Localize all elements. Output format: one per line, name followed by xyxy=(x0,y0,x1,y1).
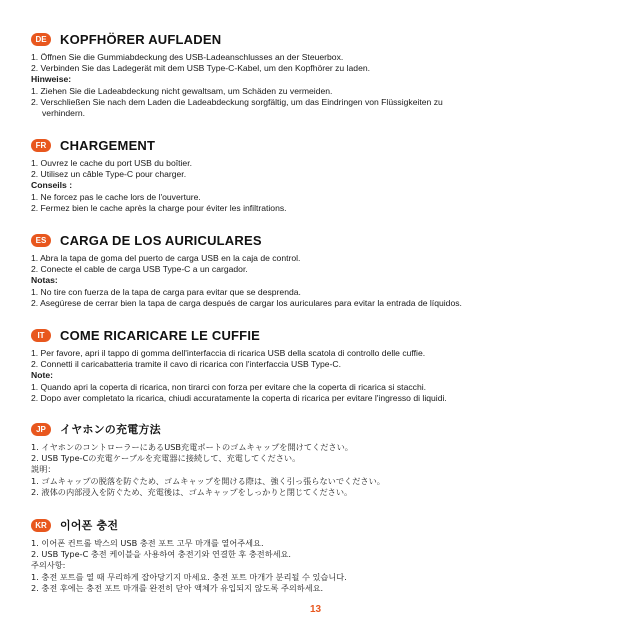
instruction-line: 1. Ouvrez le cache du port USB du boîtier. xyxy=(31,158,192,168)
section-title: イヤホンの充電方法 xyxy=(60,423,161,436)
note-line: 1. Ne forcez pas le cache lors de l'ouverture. xyxy=(31,191,201,202)
section-heading xyxy=(31,420,611,438)
language-badge: DE xyxy=(31,33,51,46)
instruction-line: 1. Öffnen Sie die Gummiabdeckung des USB-Ladeanschlusses an der Steuerbox. xyxy=(31,52,344,62)
note-line: 2. Fermez bien le cache après la charge pour éviter les infiltrations. xyxy=(31,202,287,213)
section-heading xyxy=(31,326,611,344)
section-heading xyxy=(31,136,611,154)
instruction-line: 2. USB Type-Cの充電ケーブルを充電器に接続して、充電してください。 xyxy=(31,453,301,464)
notes-label: Note: xyxy=(31,370,53,381)
instruction-line: 1. 이어폰 컨트롤 박스의 USB 충전 포트 고무 마개를 열어주세요. xyxy=(31,538,264,548)
instruction-line: 2. Utilisez un câble Type-C pour charger. xyxy=(31,169,187,180)
section-heading xyxy=(31,231,611,249)
section-title: CARGA DE LOS AURICULARES xyxy=(60,232,262,248)
section-jp xyxy=(31,420,611,498)
note-line: 2. 충전 후에는 충전 포트 마개를 완전히 닫아 액체가 유입되지 않도록 주의하세요. xyxy=(31,582,324,593)
note-line: 1. 충전 포트를 열 때 무리하게 잡아당기지 마세요. 충전 포트 마개가 분리될 수 있습니다. xyxy=(31,571,347,582)
section-fr xyxy=(31,136,611,214)
note-line: 1. Ziehen Sie die Ladeabdeckung nicht gewaltsam, um Schäden zu vermeiden. xyxy=(31,85,333,96)
page-number: 13 xyxy=(309,604,322,615)
note-line: 2. Verschließen Sie nach dem Laden die Ladeabdeckung sorgfältig, um das Eindringen von Flüssigkeiten zu xyxy=(31,96,443,107)
note-line: 2. Asegúrese de cerrar bien la tapa de carga después de cargar los auriculares para evitar la entrada de líquidos. xyxy=(31,297,462,308)
instruction-line: 1. Per favore, apri il tappo di gomma dell'interfaccia di ricarica USB della scatola di controllo delle cuffie. xyxy=(31,348,426,358)
section-de xyxy=(31,30,611,119)
section-title: 이어폰 충전 xyxy=(60,519,119,532)
instruction-line: 2. Conecte el cable de carga USB Type-C a un cargador. xyxy=(31,264,248,275)
notes-label: Notas: xyxy=(31,275,58,286)
language-badge: KR xyxy=(31,519,51,532)
note-line: 1. ゴムキャップの脱落を防ぐため、ゴムキャップを開ける際は、強く引っ張らないでください。 xyxy=(31,475,385,486)
instruction-line: 2. Connetti il caricabatteria tramite il cavo di ricarica con l'interfaccia USB Type-C. xyxy=(31,359,342,370)
note-line: 1. No tire con fuerza de la tapa de carga para evitar que se desprenda. xyxy=(31,286,301,297)
section-title: KOPFHÖRER AUFLADEN xyxy=(60,31,222,47)
notes-label: Conseils : xyxy=(31,180,73,191)
note-line: 2. Dopo aver completato la ricarica, chiudi accuratamente la coperta di ricarica per evitare l'ingresso di liquidi. xyxy=(31,392,447,403)
section-it xyxy=(31,326,611,404)
language-badge: FR xyxy=(31,139,51,152)
notes-label: Hinweise: xyxy=(31,74,72,85)
section-title: CHARGEMENT xyxy=(60,137,156,153)
note-line: 2. 液体の内部浸入を防ぐため、充電後は、ゴムキャップをしっかりと閉じてください。 xyxy=(31,486,353,497)
instruction-line: 1. イヤホンのコントローラーにあるUSB充電ポートのゴムキャップを開けてください。 xyxy=(31,442,353,452)
section-title: COME RICARICARE LE CUFFIE xyxy=(60,327,260,343)
instruction-line: 2. USB Type-C 충전 케이블을 사용하여 충전기와 연결한 후 충전하세요. xyxy=(31,549,292,560)
section-heading xyxy=(31,516,611,534)
language-badge: IT xyxy=(31,329,51,342)
language-badge: ES xyxy=(31,234,51,247)
note-line: 1. Quando apri la coperta di ricarica, non tirarci con forza per evitare che la coperta di ricarica si stacchi. xyxy=(31,381,427,392)
notes-label: 주의사항: xyxy=(31,560,66,571)
section-es xyxy=(31,231,611,309)
language-badge: JP xyxy=(31,423,51,436)
section-kr xyxy=(31,516,611,594)
instruction-line: 2. Verbinden Sie das Ladegerät mit dem USB Type-C-Kabel, um den Kopfhörer zu laden. xyxy=(31,63,371,74)
section-heading xyxy=(31,30,611,48)
instruction-line: 1. Abra la tapa de goma del puerto de carga USB en la caja de control. xyxy=(31,253,301,263)
note-line-continued: verhindern. xyxy=(42,108,85,119)
notes-label: 説明： xyxy=(31,464,56,475)
